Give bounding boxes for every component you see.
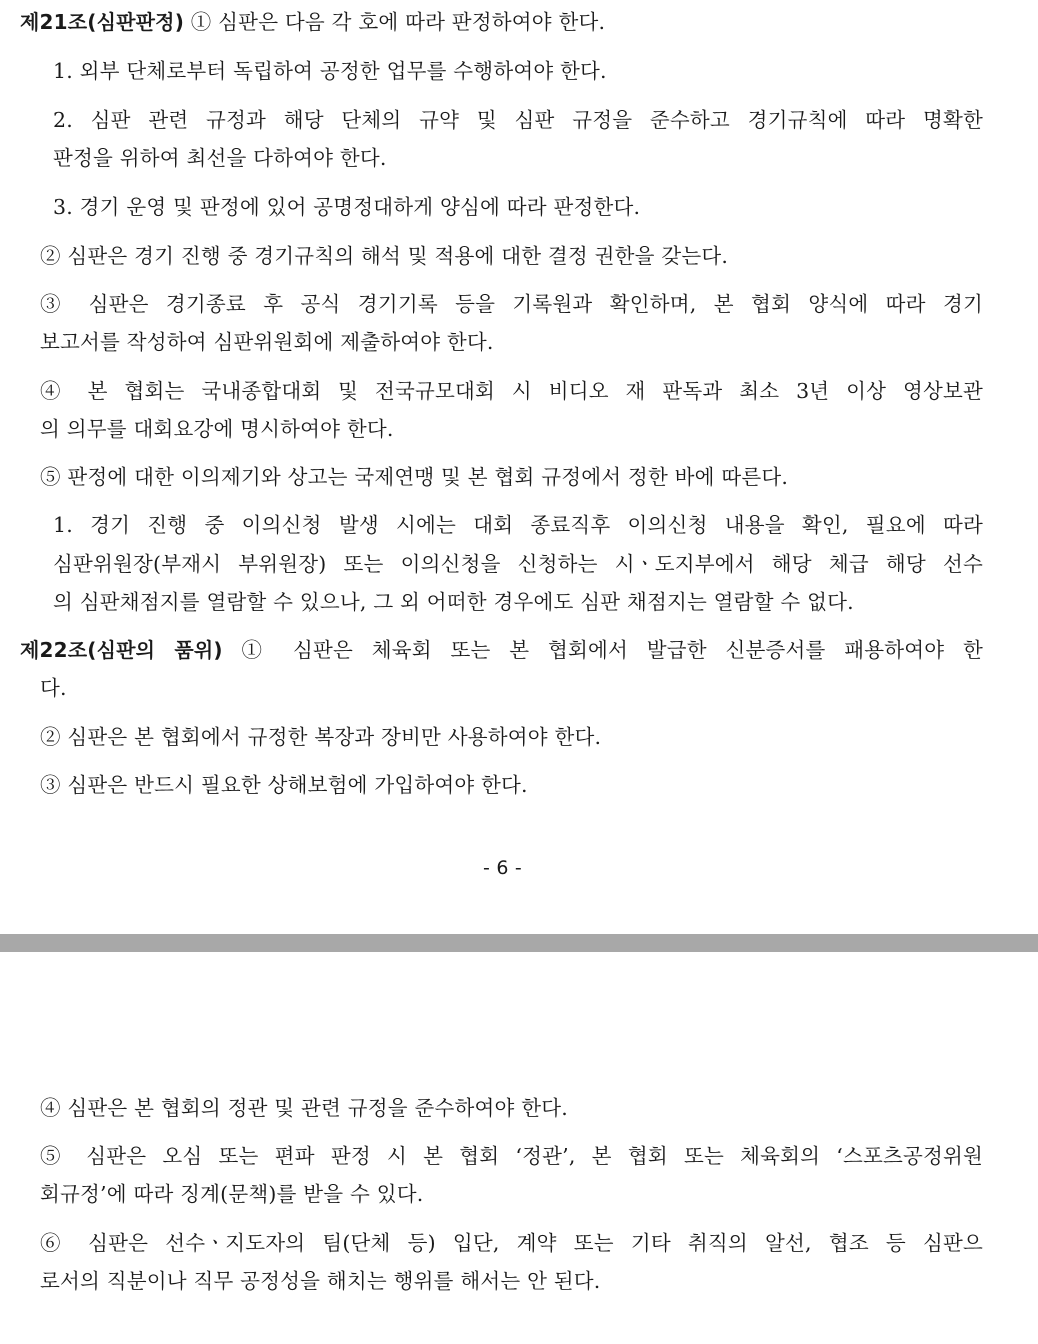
article-22-paragraph-5-line-2: 회규정’에 따라 징계(문책)를 받을 수 있다.: [40, 1182, 424, 1206]
article-22-paragraph-6-line-2: 로서의 직분이나 직무 공정성을 해치는 행위를 해서는 안 된다.: [40, 1269, 601, 1293]
article-21-title: 제21조(심판판정): [20, 10, 185, 34]
article-21-item-3: 3. 경기 운영 및 판정에 있어 공명정대하게 양심에 따라 판정한다.: [53, 195, 641, 219]
article-21-paragraph-5-item-1-line-3: 의 심판채점지를 열람할 수 있으나, 그 외 어떠한 경우에도 심판 채점지는 열람할 수 없다.: [53, 590, 854, 614]
article-21-paragraph-2: ② 심판은 경기 진행 중 경기규칙의 해석 및 적용에 대한 결정 권한을 갖는다.: [40, 244, 729, 268]
article-21-paragraph-3-line-1: ③ 심판은 경기종료 후 공식 경기기록 등을 기록원과 확인하며, 본 협회 양식에 따라 경기: [40, 292, 983, 316]
article-21-paragraph-5-item-1-line-2: 심판위원장(부재시 부위원장) 또는 이의신청을 신청하는 시ㆍ도지부에서 해당 체급 해당 선수: [53, 552, 983, 576]
article-22-paragraph-2: ② 심판은 본 협회에서 규정한 복장과 장비만 사용하여야 한다.: [40, 725, 602, 749]
article-21-paragraph-1: ① 심판은 다음 각 호에 따라 판정하여야 한다.: [190, 10, 606, 34]
article-22-paragraph-6-line-1: ⑥ 심판은 선수ㆍ지도자의 팀(단체 등) 입단, 계약 또는 기타 취직의 알선, 협조 등 심판으: [40, 1231, 983, 1255]
article-21-heading-line: [20, 8, 990, 36]
article-22-paragraph-5-line-1: ⑤ 심판은 오심 또는 편파 판정 시 본 협회 ‘정관’, 본 협회 또는 체육회의 ‘스포츠공정위원: [40, 1144, 983, 1168]
page-separator: [0, 934, 1038, 952]
article-22-title: 제22조(심판의 품위): [20, 638, 223, 662]
article-22-paragraph-1-line-2: 다.: [40, 676, 67, 700]
article-21-paragraph-4-line-1: ④ 본 협회는 국내종합대회 및 전국규모대회 시 비디오 재 판독과 최소 3년 이상 영상보관: [40, 379, 983, 403]
article-21-item-1: 1. 외부 단체로부터 독립하여 공정한 업무를 수행하여야 한다.: [53, 59, 607, 83]
document-page-7: [0, 952, 1038, 1344]
article-21-paragraph-5: ⑤ 판정에 대한 이의제기와 상고는 국제연맹 및 본 협회 규정에서 정한 바에 따른다.: [40, 465, 789, 489]
article-22-paragraph-1-line-1: ① 심판은 체육회 또는 본 협회에서 발급한 신분증서를 패용하여야 한: [241, 638, 984, 662]
article-21-item-2-line-2: 판정을 위하여 최선을 다하여야 한다.: [53, 146, 387, 170]
article-22-paragraph-4: ④ 심판은 본 협회의 정관 및 관련 규정을 준수하여야 한다.: [40, 1096, 568, 1120]
article-21-paragraph-3-line-2: 보고서를 작성하여 심판위원회에 제출하여야 한다.: [40, 330, 494, 354]
article-21-paragraph-4-line-2: 의 의무를 대회요강에 명시하여야 한다.: [40, 417, 394, 441]
page-number: - 6 -: [483, 857, 522, 879]
article-21-item-2-line-1: 2. 심판 관련 규정과 해당 단체의 규약 및 심판 규정을 준수하고 경기규칙에 따라 명확한: [53, 108, 983, 132]
article-22-heading-line: [20, 636, 983, 664]
article-21-paragraph-5-item-1-line-1: 1. 경기 진행 중 이의신청 발생 시에는 대회 종료직후 이의신청 내용을 확인, 필요에 따라: [53, 513, 983, 537]
article-22-paragraph-3: ③ 심판은 반드시 필요한 상해보험에 가입하여야 한다.: [40, 773, 528, 797]
